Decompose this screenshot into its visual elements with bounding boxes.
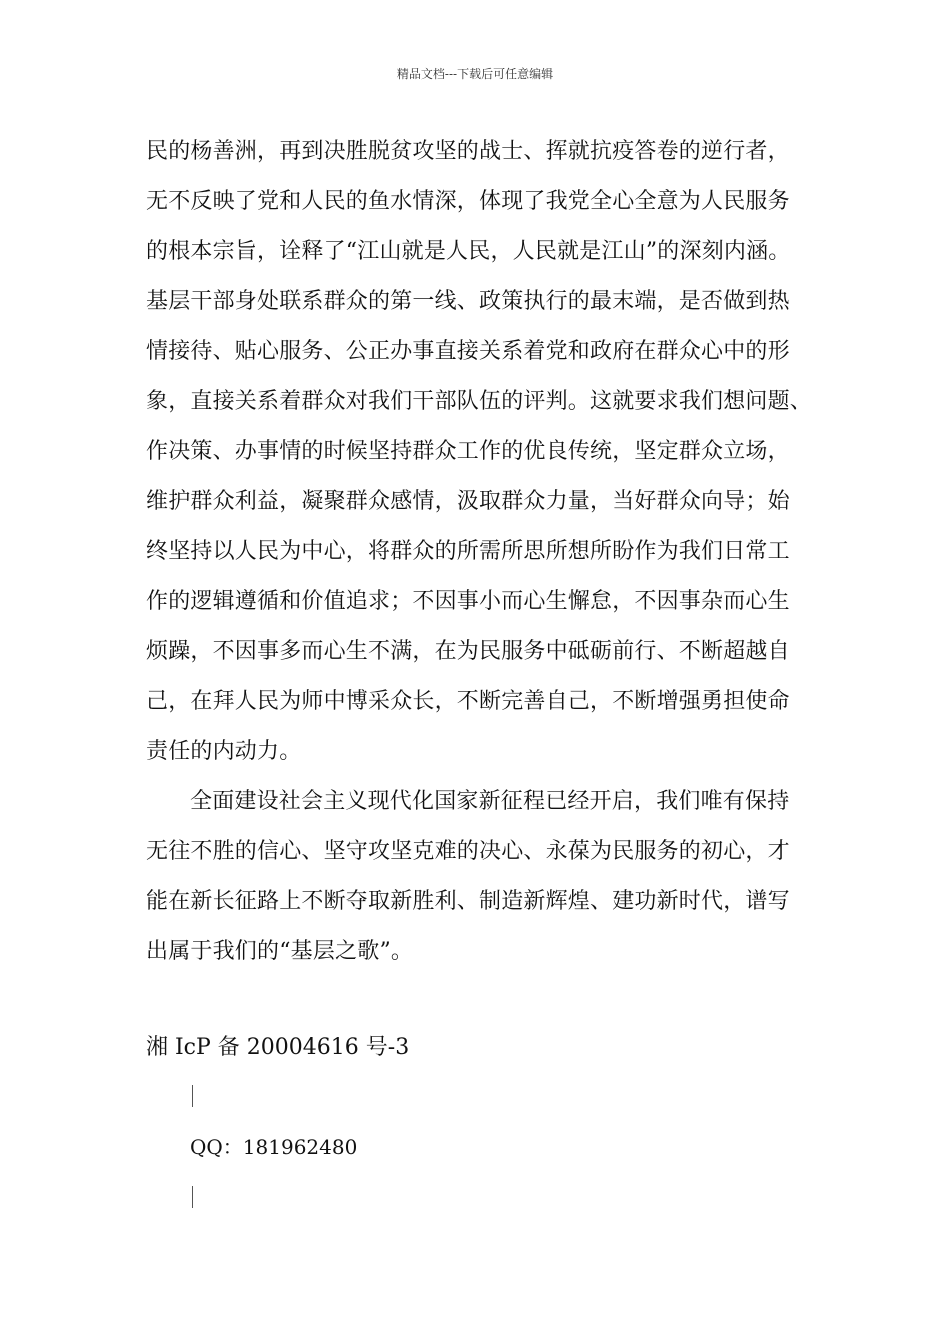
text-line: 作的逻辑遵循和价值追求；不因事小而心生懈怠，不因事杂而心生 [146,589,790,614]
text-line: 维护群众利益，凝聚群众感情，汲取群众力量，当好群众向导；始 [146,489,790,514]
body-text [146,127,826,977]
page-header: 精品文档---下载后可任意编辑 [396,67,554,81]
text-line: 情接待、贴心服务、公正办事直接关系着党和政府在群众心中的形 [146,339,790,364]
text-line: 能在新长征路上不断夺取新胜利、制造新辉煌、建功新时代，谱写 [146,889,790,914]
vertical-divider [192,1186,193,1208]
qq-contact-text: QQ：181962480 [190,1135,358,1159]
icp-record-text: 湘 IcP 备 20004616 号-3 [146,1035,410,1060]
paragraph-start-line: 全面建设社会主义现代化国家新征程已经开启，我们唯有保持 [190,789,790,814]
text-line: 己，在拜人民为师中博采众长，不断完善自己，不断增强勇担使命 [146,689,790,714]
text-line: 基层干部身处联系群众的第一线、政策执行的最末端，是否做到热 [146,289,790,314]
text-line: 作决策、办事情的时候坚持群众工作的优良传统，坚定群众立场， [146,439,790,464]
text-line: 的根本宗旨，诠释了“江山就是人民，人民就是江山”的深刻内涵。 [146,239,791,264]
text-line: 民的杨善洲，再到决胜脱贫攻坚的战士、挥就抗疫答卷的逆行者， [146,139,790,164]
text-line: 终坚持以人民为中心，将群众的所需所思所想所盼作为我们日常工 [146,539,790,564]
text-line: 无往不胜的信心、坚守攻坚克难的决心、永葆为民服务的初心，才 [146,839,790,864]
vertical-divider [192,1085,193,1107]
text-line: 出属于我们的“基层之歌”。 [146,939,414,964]
text-line: 象，直接关系着群众对我们干部队伍的评判。这就要求我们想问题、 [146,389,813,414]
text-line: 责任的内动力。 [146,739,302,764]
text-line: 无不反映了党和人民的鱼水情深，体现了我党全心全意为人民服务 [146,189,790,214]
text-line: 烦躁，不因事多而心生不满，在为民服务中砥砺前行、不断超越自 [146,639,790,664]
